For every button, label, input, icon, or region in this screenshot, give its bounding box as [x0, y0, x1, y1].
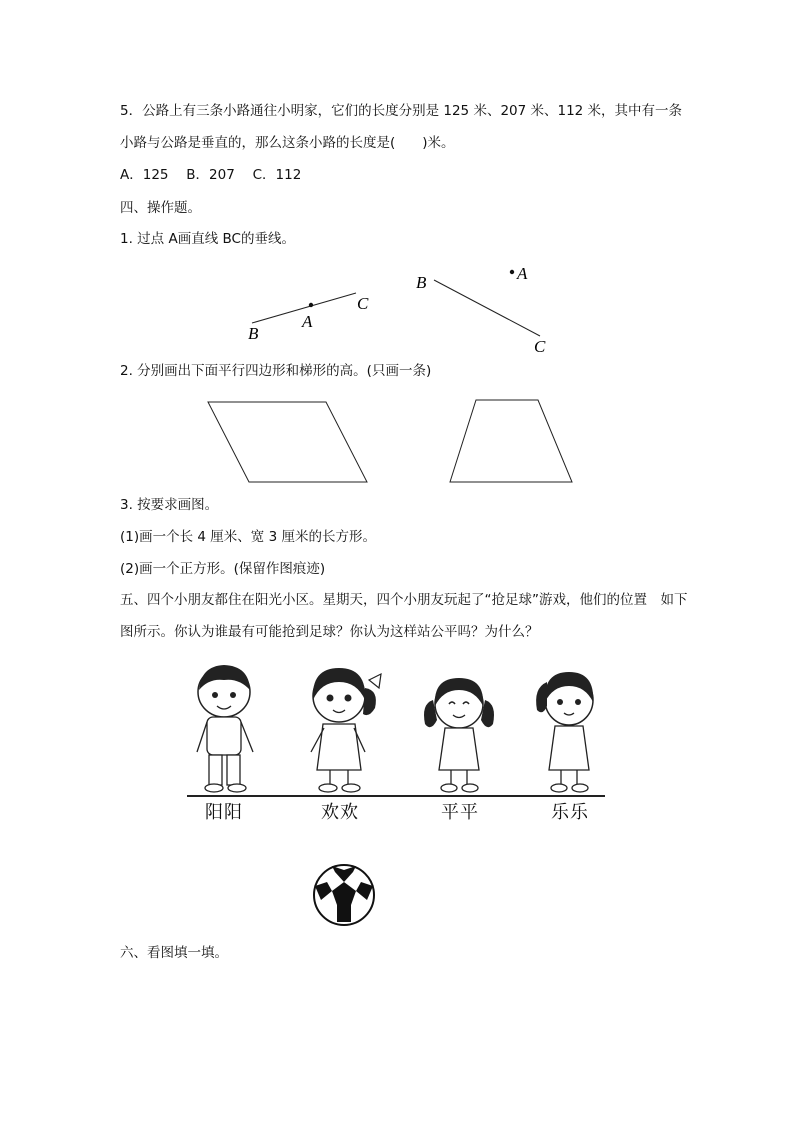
- label-c-left: C: [357, 294, 369, 313]
- section4-q2: 2. 分别画出下面平行四边形和梯形的高。(只画一条): [120, 363, 432, 379]
- label-a-left: A: [302, 312, 313, 331]
- child-name-3: 平平: [441, 802, 479, 823]
- section4-q3-2: (2)画一个正方形。(保留作图痕迹): [120, 561, 326, 577]
- parallelogram: [208, 402, 367, 482]
- child-yangyang: [197, 665, 253, 792]
- q5-options: A．125 B．207 C．112: [120, 167, 302, 183]
- child-name-1: 阳阳: [205, 802, 243, 823]
- children-drawing: [187, 660, 607, 928]
- section4-title: 四、操作题。: [120, 200, 201, 216]
- section5-line-2: 图所示。你认为谁最有可能抢到足球？你认为这样站公平吗？为什么？: [120, 624, 539, 640]
- trapezoid: [450, 400, 572, 482]
- section5-line-1: 五、四个小朋友都住在阳光小区。星期天，四个小朋友玩起了“抢足球”游戏，他们的位置 如下: [120, 592, 688, 608]
- child-pingping: [424, 678, 494, 792]
- label-b-right: B: [416, 273, 427, 292]
- soccer-ball-icon: [314, 865, 374, 925]
- section4-q3: 3. 按要求画图。: [120, 497, 219, 513]
- child-name-2: 欢欢: [321, 802, 359, 823]
- child-huanhuan: [311, 668, 381, 792]
- child-name-4: 乐乐: [551, 802, 589, 823]
- label-c-right: C: [534, 337, 546, 356]
- child-lele: [536, 672, 593, 792]
- label-b-left: B: [248, 324, 259, 343]
- section6-title: 六、看图填一填。: [120, 945, 228, 961]
- q5-line-1: 5．公路上有三条小路通往小明家，它们的长度分别是 125 米、207 米、112 米，其中有一条: [120, 103, 683, 119]
- section4-q1: 1. 过点 A画直线 BC的垂线。: [120, 231, 295, 247]
- section4-q3-1: (1)画一个长 4 厘米、宽 3 厘米的长方形。: [120, 529, 376, 545]
- children-illustration: [187, 660, 607, 928]
- label-a-right: A: [517, 264, 528, 283]
- q5-line-2: 小路与公路是垂直的，那么这条小路的长度是( )米。: [120, 135, 455, 151]
